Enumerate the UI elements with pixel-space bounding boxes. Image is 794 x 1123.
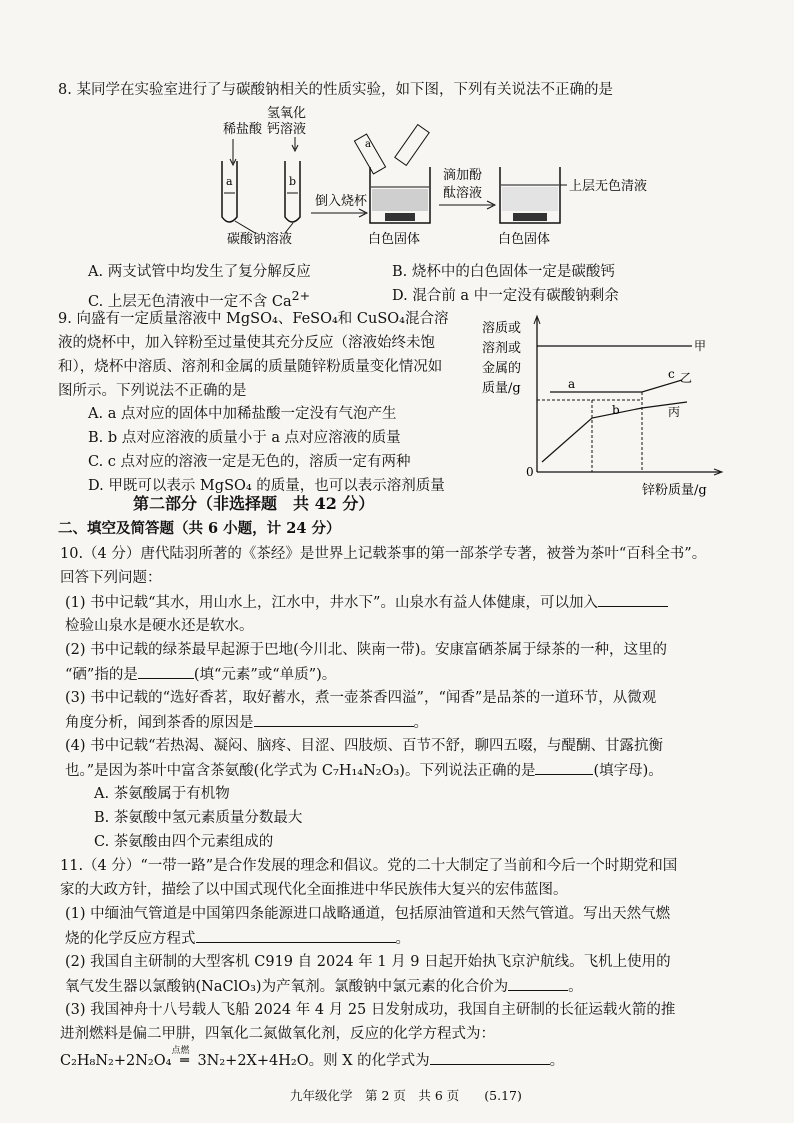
q9-stem-line-3: 和），烧杯中溶质、溶剂和金属的质量随锌粉质量变化情况如 bbox=[58, 359, 443, 375]
q10-part4-blank[interactable] bbox=[535, 760, 593, 775]
graph-origin: 0 bbox=[526, 465, 534, 479]
tilted-tube-b bbox=[395, 125, 429, 166]
q10-stem-line-2: 回答下列问题： bbox=[60, 570, 162, 586]
curve-bing-label: 丙 bbox=[668, 405, 681, 419]
q9-option-b: B. b 点对应溶液的质量小于 a 点对应溶液的质量 bbox=[88, 430, 401, 446]
q11-part1-blank[interactable] bbox=[196, 928, 396, 943]
curve-jia-label: 甲 bbox=[694, 339, 707, 353]
q11-part3-line-2: 进剂燃料是偏二甲肼，四氧化二氮做氧化剂，反应的化学方程式为： bbox=[60, 1026, 495, 1042]
graph-ylabel-3: 金属的 bbox=[482, 361, 522, 376]
test-tube-b bbox=[285, 161, 300, 222]
q11-equation-line: C₂H₈N₂+2N₂O₄ 点燃 ═ 3N₂+2X+4H₂O。则 X 的化学式为 。 bbox=[60, 1050, 564, 1071]
q11-stem-line-2: 家的大政方针，描绘了以中国式现代化全面推进中华民族伟大复兴的宏伟蓝图。 bbox=[60, 882, 568, 898]
q10-part2-line-1: (2) 书中记载的绿茶最早起源于巴地(今川北、陕南一带)。安康富硒茶属于绿茶的一种，这里的 bbox=[65, 642, 667, 658]
q11-part2-line-2: 氧气发生器以氯酸钠(NaClO₃)为产氧剂。氯酸钠中氯元素的化合价为 。 bbox=[65, 976, 583, 997]
q10-stem-line-1: 10.（4 分）唐代陆羽所著的《茶经》是世界上记载茶事的第一部茶学专著，被誉为茶叶“百科全书”。 bbox=[60, 546, 707, 562]
q11-part3-blank[interactable] bbox=[430, 1050, 550, 1065]
label-hcl: 稀盐酸 bbox=[223, 122, 263, 137]
q8-option-c: C. 上层无色清液中一定不含 $Ca^{2+}$ bbox=[88, 288, 311, 310]
svg-text:a: a bbox=[365, 139, 371, 150]
q10-part3-blank[interactable] bbox=[254, 712, 414, 727]
graph-xlabel: 锌粉质量/g bbox=[642, 483, 707, 497]
label-white-solid-2: 白色固体 bbox=[498, 232, 551, 247]
point-b: b bbox=[612, 403, 620, 417]
label-white-solid-1: 白色固体 bbox=[368, 232, 421, 247]
q9-stem-line-2: 液的烧杯中，加入锌粉至过量使其充分反应（溶液始终未饱 bbox=[58, 335, 435, 351]
q11-part2-line-1: (2) 我国自主研制的大型客机 C919 自 2024 年 1 月 9 日起开始执飞京沪航线。飞机上使用的 bbox=[65, 954, 671, 970]
q10-part3-line-1: (3) 书中记载的“选好香茗，取好蓄水，煮一壶茶香四溢”，“闻香”是品茶的一道环节，从微观 bbox=[65, 690, 657, 706]
point-a: a bbox=[568, 377, 576, 391]
graph-ylabel-4: 质量/g bbox=[482, 381, 521, 396]
q10-option-c: C. 茶氨酸由四个元素组成的 bbox=[94, 834, 274, 850]
arrow1-label: 倒入烧杯 bbox=[315, 194, 368, 209]
q9-stem-line-1: 9. 向盛有一定质量溶液中 MgSO₄、FeSO₄和 CuSO₄混合溶 bbox=[58, 311, 449, 327]
arrow2-label-2: 酞溶液 bbox=[443, 186, 483, 201]
point-c: c bbox=[668, 367, 675, 381]
q11-part2-blank[interactable] bbox=[508, 976, 568, 991]
q10-part4-line-1: (4) 书中记载“若热渴、凝闷、脑疼、目涩、四肢烦、百节不舒，聊四五啜，与醍醐、甘露抗衡 bbox=[65, 738, 664, 754]
q9-option-d: D. 甲既可以表示 MgSO₄ 的质量，也可以表示溶剂质量 bbox=[88, 478, 445, 494]
q11-part3-line-1: (3) 我国神舟十八号载人飞船 2024 年 4 月 25 日发射成功，我国自主研制的长征运载火箭的推 bbox=[65, 1002, 676, 1018]
label-na2co3: 碳酸钠溶液 bbox=[227, 232, 293, 247]
page-footer: 九年级化学 第 2 页 共 6 页 (5.17) bbox=[290, 1088, 522, 1103]
q9-stem-line-4: 图所示。下列说法不正确的是 bbox=[58, 383, 247, 399]
label-caoh2-1: 氢氧化 bbox=[267, 106, 307, 121]
q11-part1-line-1: (1) 中缅油气管道是中国第四条能源进口战略通道，包括原油管道和天然气管道。写出天然气燃 bbox=[65, 906, 671, 922]
q10-part1-blank[interactable] bbox=[598, 592, 668, 607]
graph-ylabel-2: 溶剂或 bbox=[482, 341, 522, 356]
q10-option-a: A. 茶氨酸属于有机物 bbox=[94, 786, 230, 802]
arrow2-label-1: 滴加酚 bbox=[443, 168, 483, 183]
q9-graph bbox=[482, 312, 727, 497]
q9-option-c: C. c 点对应的溶液一定是无色的，溶质一定有两种 bbox=[88, 454, 411, 470]
q11-part1-line-2: 烧的化学反应方程式 。 bbox=[65, 928, 410, 949]
q8-experiment-figure bbox=[215, 105, 695, 255]
q10-part3-line-2: 角度分析，闻到茶香的原因是 。 bbox=[65, 712, 428, 733]
curve-yi-label: 乙 bbox=[680, 371, 693, 385]
tube-b-label: b bbox=[289, 175, 297, 188]
label-clear-liquid: 上层无色清液 bbox=[569, 179, 648, 194]
q10-part4-line-2: 也。”是因为茶叶中富含茶氨酸(化学式为 C₇H₁₄N₂O₃)。下列说法正确的是 (填字母)。 bbox=[65, 760, 663, 781]
q8-stem: 8. 某同学在实验室进行了与碳酸钠相关的性质实验，如下图，下列有关说法不正确的是 bbox=[58, 82, 613, 98]
part2-heading: 第二部分（非选择题 共 42 分） bbox=[133, 494, 375, 513]
q8-option-a: A. 两支试管中均发生了复分解反应 bbox=[88, 264, 311, 280]
equation-condition: 点燃 bbox=[171, 1046, 190, 1056]
q10-option-b: B. 茶氨酸中氢元素质量分数最大 bbox=[94, 810, 303, 826]
graph-ylabel-1: 溶质或 bbox=[482, 321, 522, 336]
q10-part1-line-2: 检验山泉水是硬水还是软水。 bbox=[65, 618, 254, 634]
section2-heading: 二、填空及简答题（共 6 小题，计 24 分） bbox=[58, 520, 341, 537]
label-caoh2-2: 钙溶液 bbox=[267, 122, 307, 137]
q8-option-b: B. 烧杯中的白色固体一定是碳酸钙 bbox=[392, 264, 615, 280]
tube-a-label: a bbox=[226, 175, 233, 188]
q8-option-d: D. 混合前 a 中一定没有碳酸钠剩余 bbox=[392, 288, 619, 304]
test-tube-a bbox=[222, 161, 237, 222]
q9-option-a: A. a 点对应的固体中加稀盐酸一定没有气泡产生 bbox=[88, 406, 397, 422]
q11-stem-line-1: 11.（4 分）“一带一路”是合作发展的理念和倡议。党的二十大制定了当前和今后一个时期党和国 bbox=[60, 858, 678, 874]
q10-part2-line-2: “硒”指的是 (填“元素”或“单质”)。 bbox=[65, 664, 336, 685]
q10-part1-line-1: (1) 书中记载“其水，用山水上，江水中，井水下”。山泉水有益人体健康，可以加入 bbox=[65, 592, 668, 613]
q10-part2-blank[interactable] bbox=[138, 664, 194, 679]
